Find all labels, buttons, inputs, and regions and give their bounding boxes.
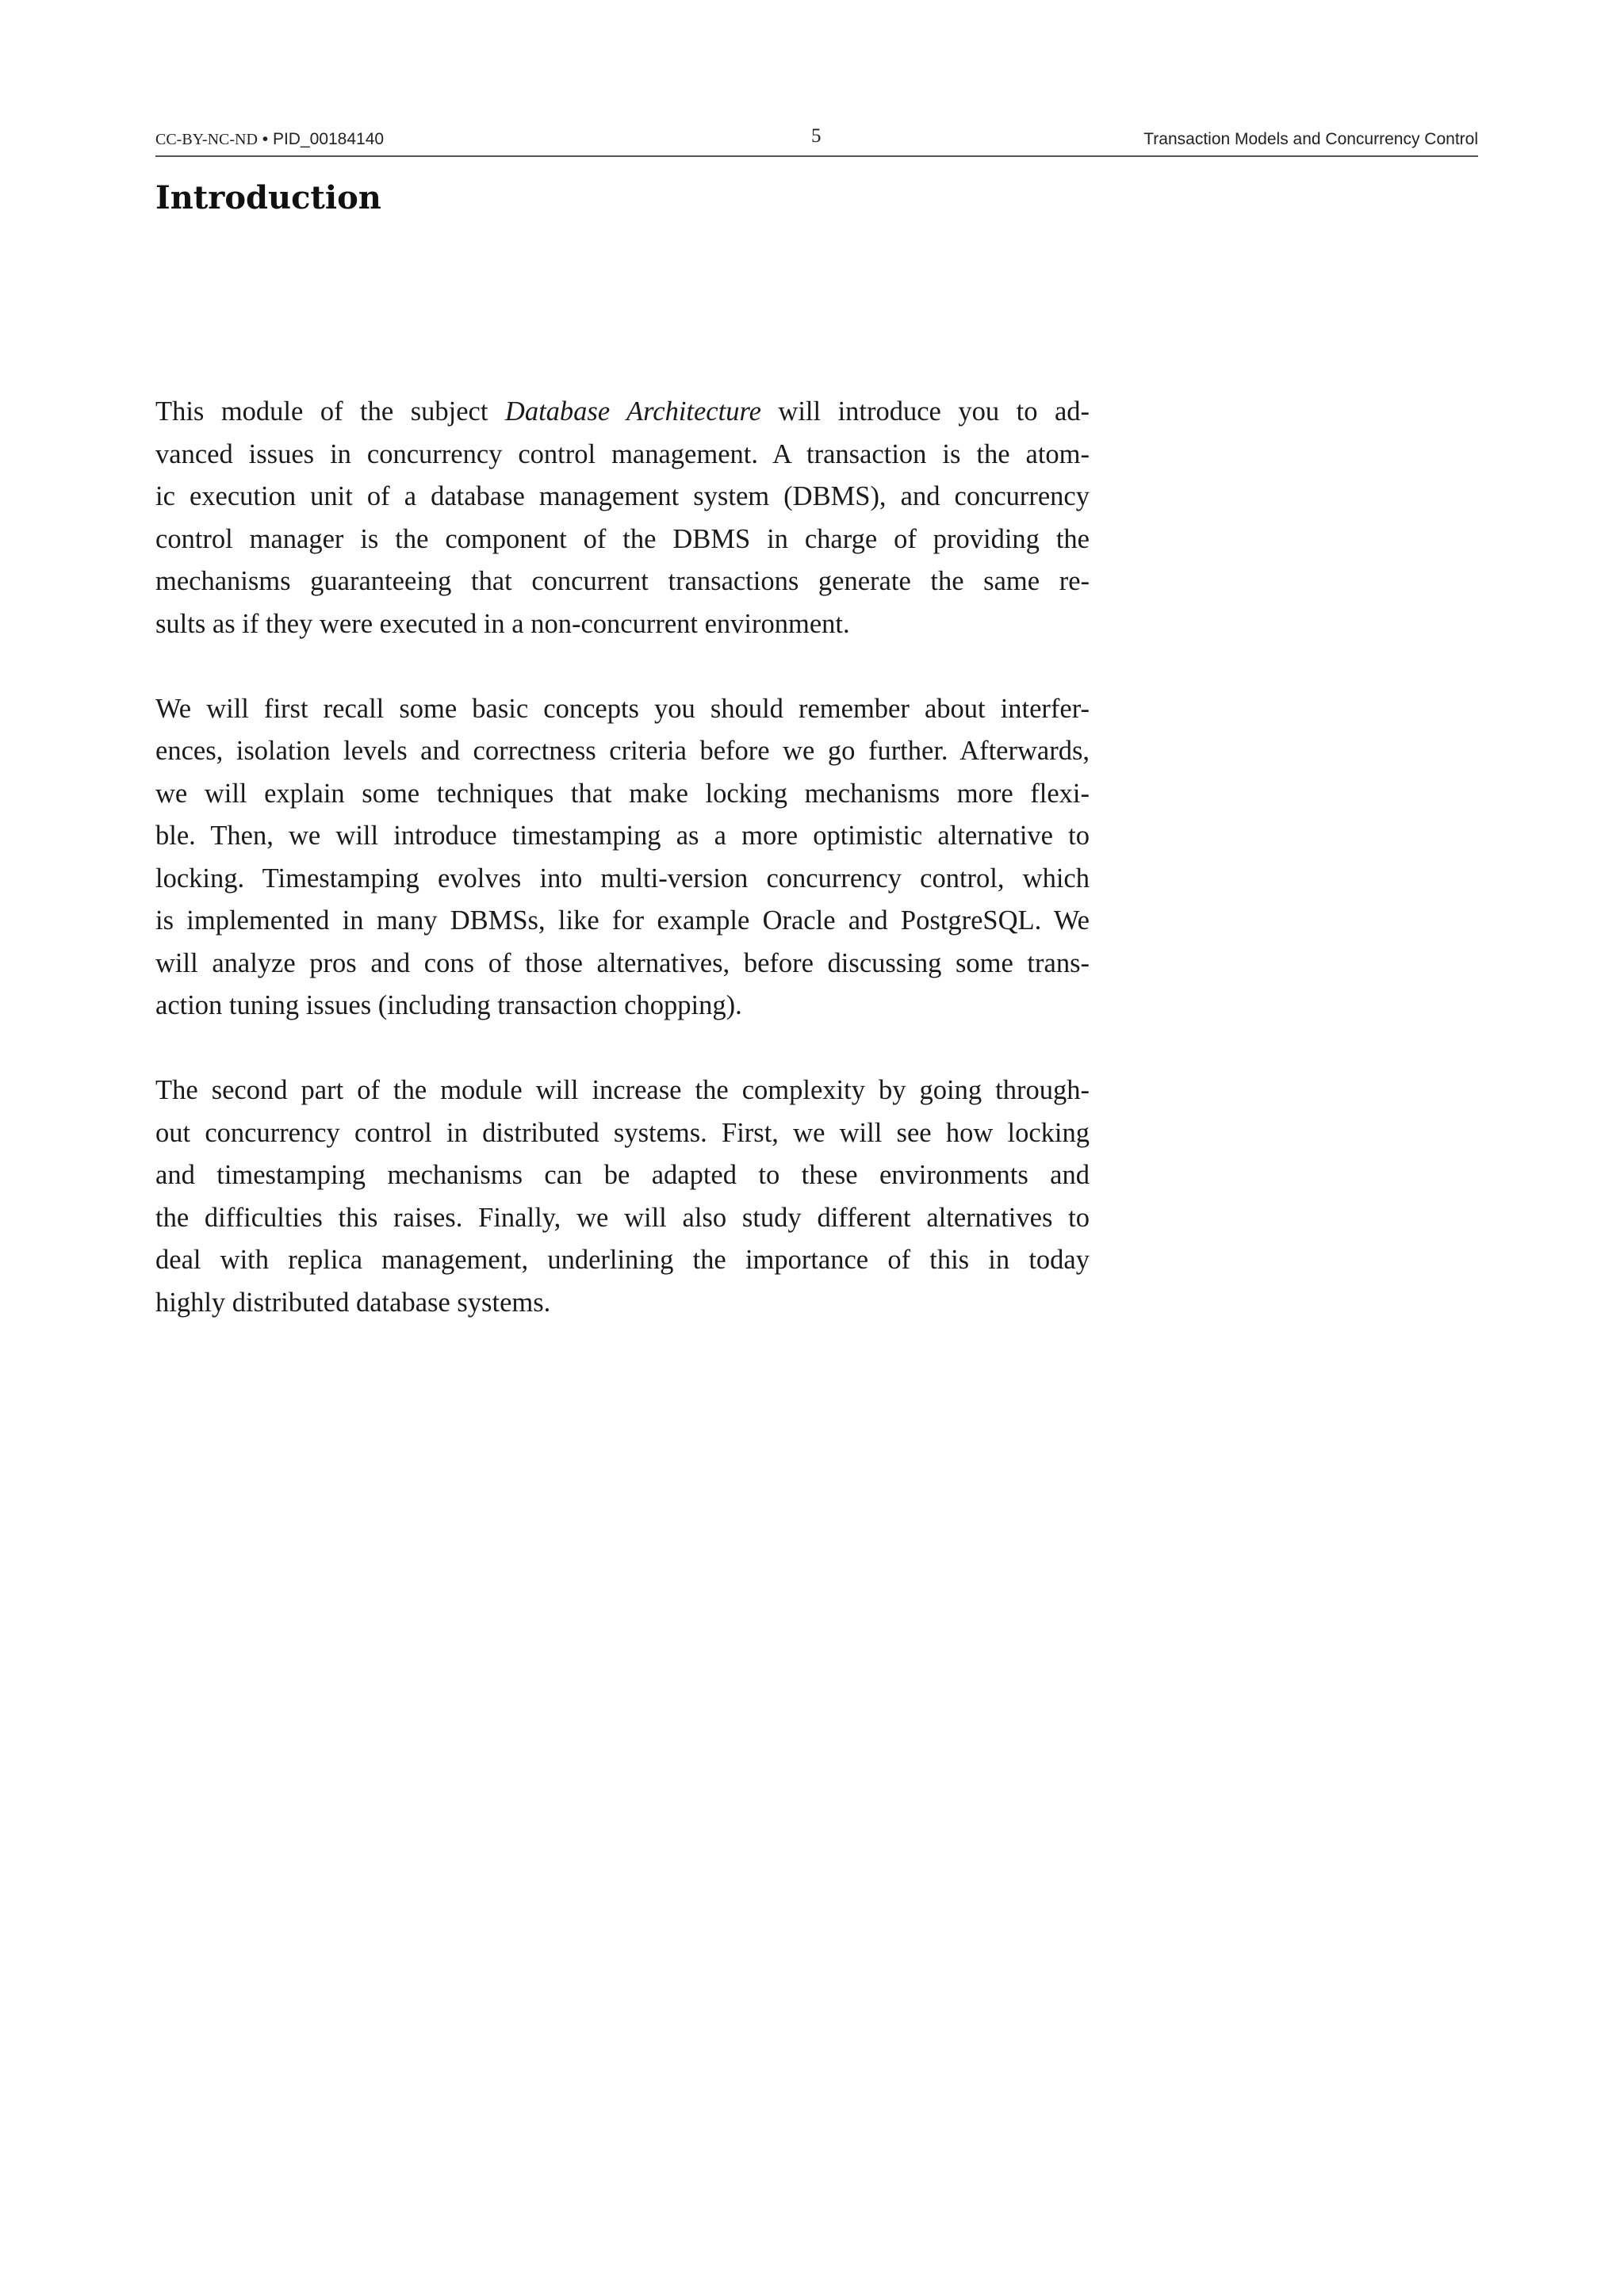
paragraph-line: out concurrency control in distributed systems. First, we will see how locking [155,1117,1090,1148]
paragraph-line: The second part of the module will increase the complexity by going through- [155,1075,1090,1105]
paragraph-line: and timestamping mechanisms can be adapted to these environments and [155,1160,1090,1190]
running-header [155,125,1478,157]
paragraph-3 [155,1070,1090,1324]
body-text [155,391,1090,1367]
header-license-pid [155,130,384,149]
subject-name: Database Architecture [504,396,761,427]
paragraph-line: control manager is the component of the DBMS in charge of providing the [155,523,1090,554]
section-title: Introduction [155,179,381,216]
paragraph-line: mechanisms guaranteeing that concurrent transactions generate the same re- [155,566,1090,596]
paragraph-2 [155,688,1090,1027]
paragraph-1 [155,391,1090,645]
header-license: CC-BY-NC-ND [155,131,258,148]
header-pid: PID_00184140 [272,130,385,148]
paragraph-line: ences, isolation levels and correctness criteria before we go further. Afterwards, [155,736,1090,766]
paragraph-line: highly distributed database systems. [155,1287,551,1318]
text-run: will introduce you to ad- [760,396,1090,427]
paragraph-line: we will explain some techniques that make locking mechanisms more flexi- [155,778,1090,809]
page-number: 5 [811,125,822,147]
paragraph-line: the difficulties this raises. Finally, we will also study different alternatives to [155,1202,1090,1233]
paragraph-line: locking. Timestamping evolves into multi-version concurrency control, which [155,863,1090,894]
paragraph-line [155,391,1090,434]
paragraph-line: will analyze pros and cons of those alternatives, before discussing some trans- [155,947,1090,978]
paragraph-line: We will first recall some basic concepts you should remember about interfer- [155,693,1090,724]
paragraph-line: sults as if they were executed in a non-concurrent environment. [155,608,850,639]
paragraph-line: action tuning issues (including transaction chopping). [155,990,742,1020]
header-bullet: • [262,130,269,148]
header-module-title: Transaction Models and Concurrency Control [1143,130,1478,148]
text-run: This module of the subject [155,396,505,427]
paragraph-line: ble. Then, we will introduce timestamping as a more optimistic alternative to [155,821,1090,851]
paragraph-line: vanced issues in concurrency control management. A transaction is the atom- [155,438,1090,469]
paragraph-line: is implemented in many DBMSs, like for example Oracle and PostgreSQL. We [155,905,1090,936]
paragraph-line: ic execution unit of a database management system (DBMS), and concurrency [155,481,1090,511]
paragraph-line: deal with replica management, underlining the importance of this in today [155,1245,1090,1275]
